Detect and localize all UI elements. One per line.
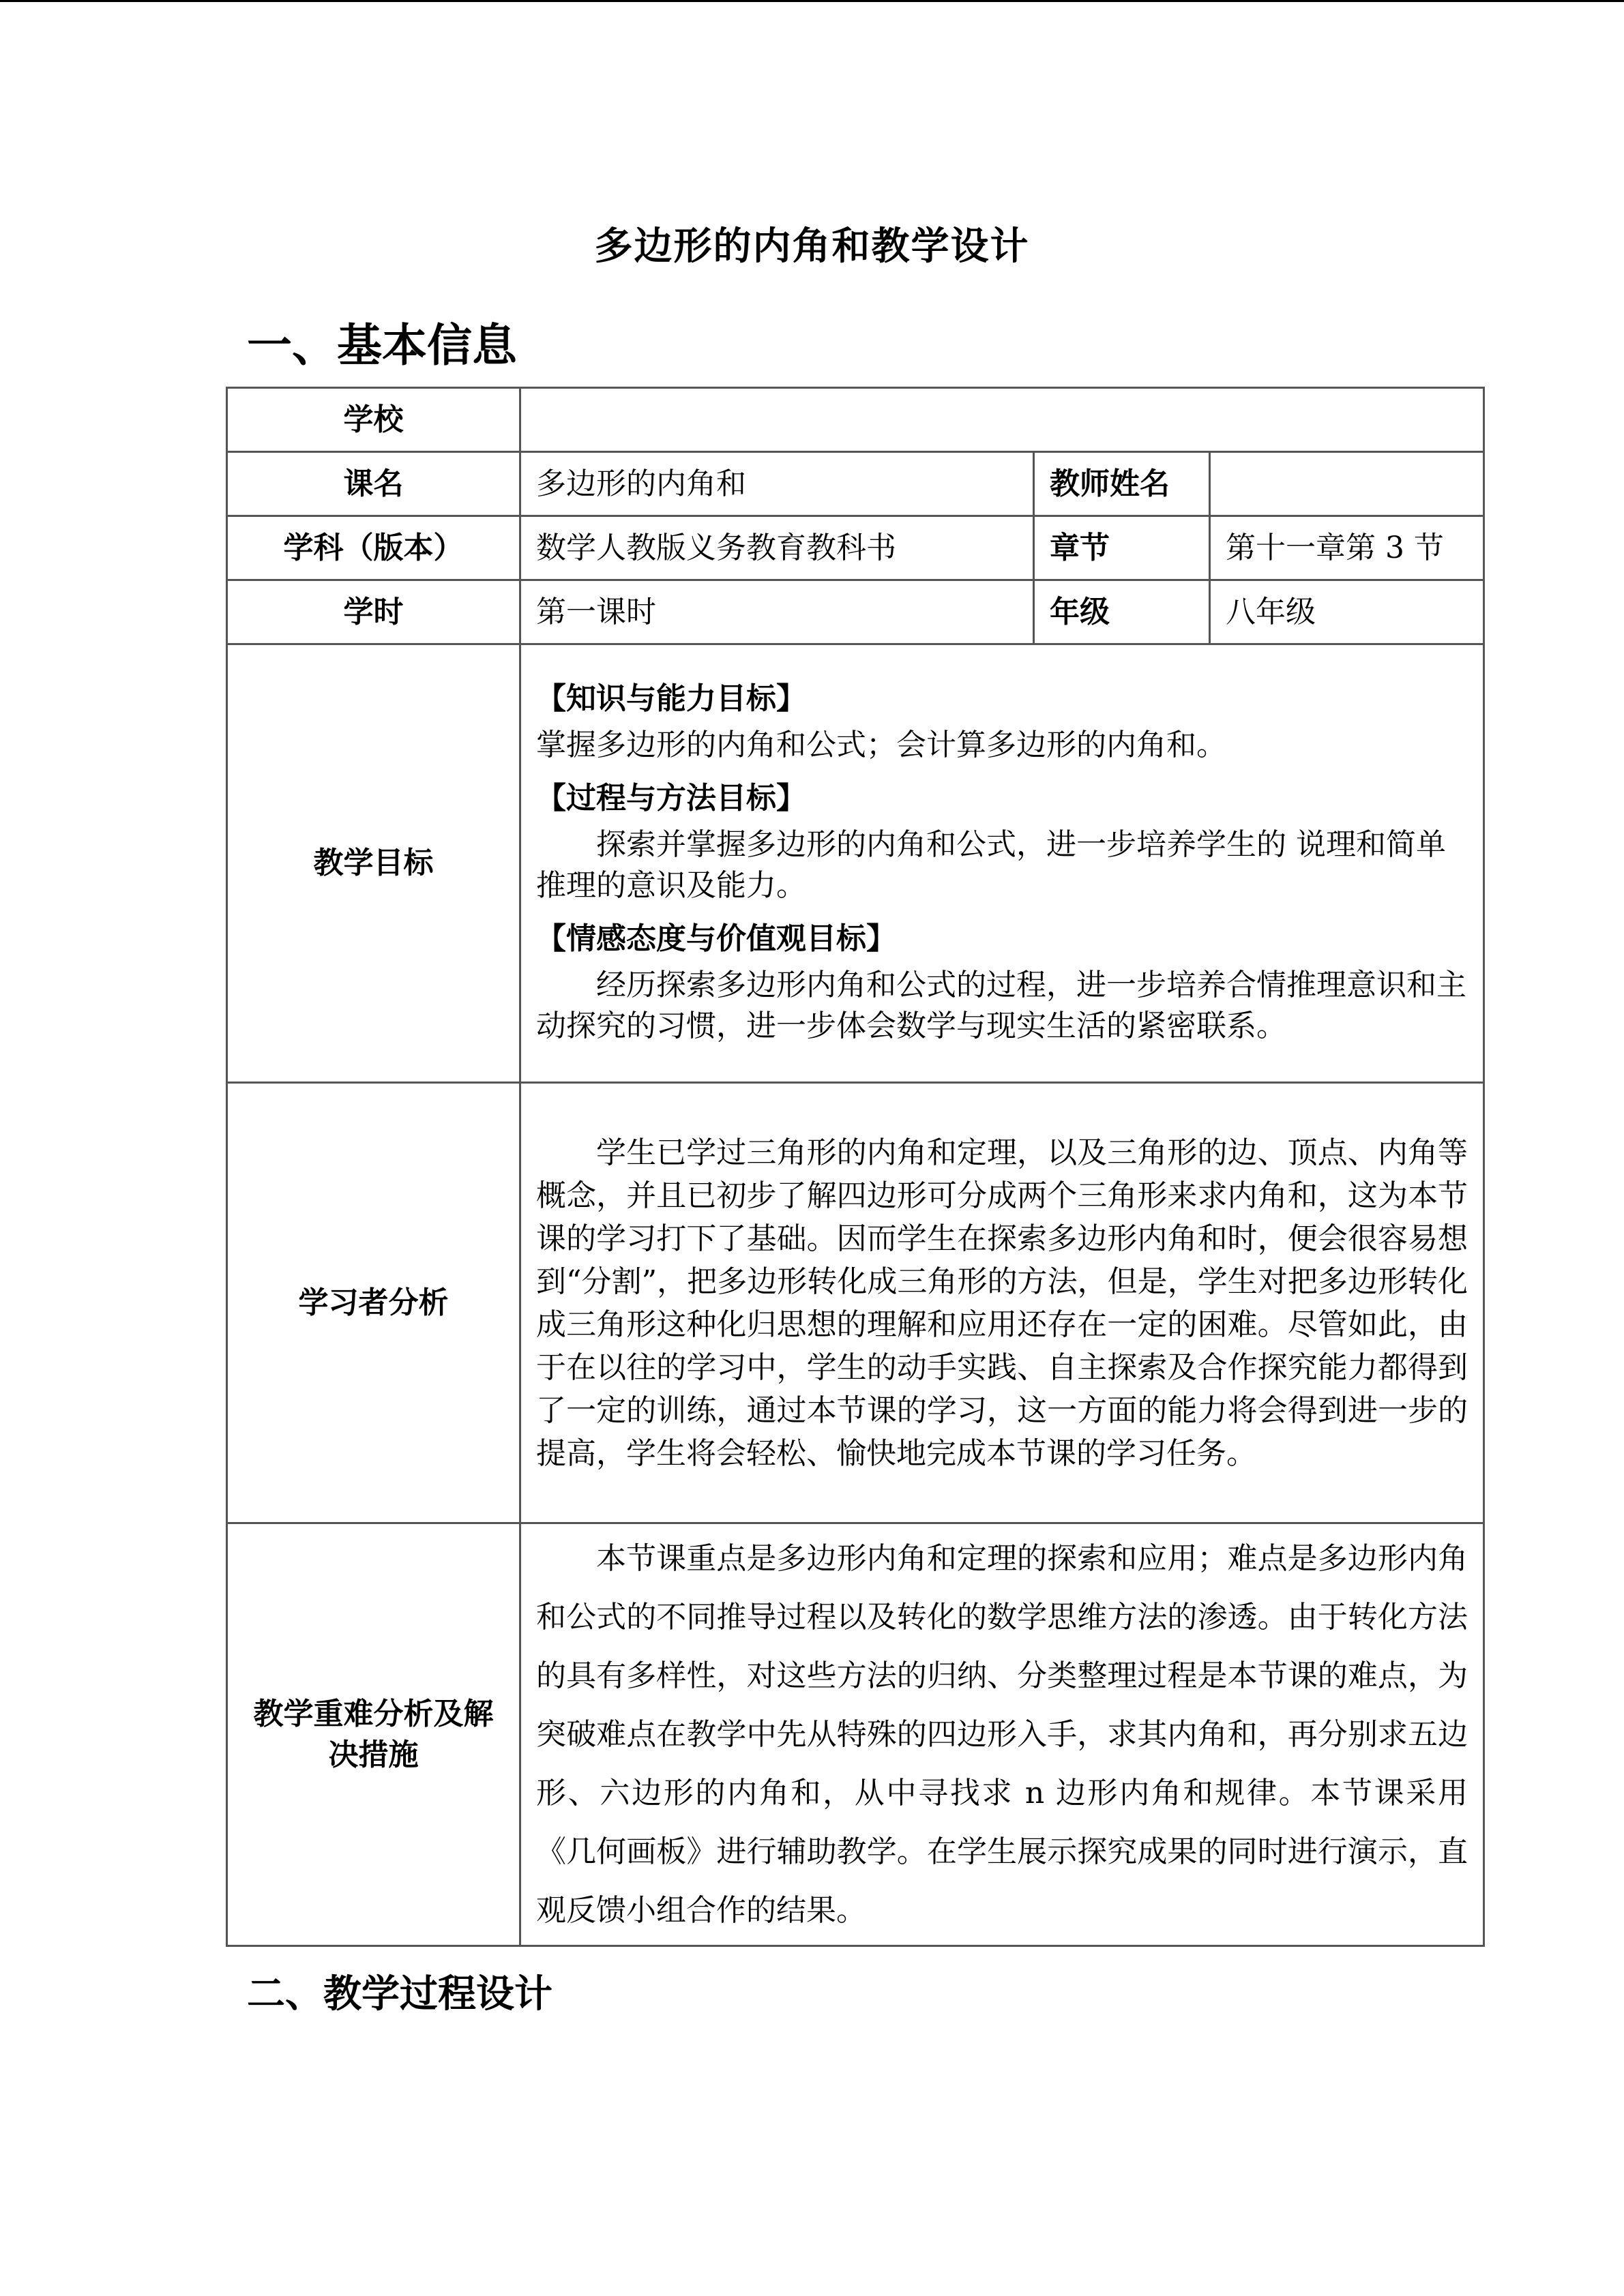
chapter-value: 第十一章第 3 节 (1210, 516, 1484, 580)
table-row-school (227, 388, 1484, 452)
document-title: 多边形的内角和教学设计 (594, 224, 1030, 269)
teacher-value (1210, 452, 1484, 516)
course-value: 多边形的内角和 (520, 452, 1034, 516)
knowledge-goal-heading: 【知识与能力目标】 (536, 681, 806, 716)
course-label: 课名 (227, 452, 520, 516)
table-row-learner-analysis (227, 1083, 1484, 1523)
table-row-key-difficulties (227, 1523, 1484, 1946)
table-row-teaching-goals (227, 644, 1484, 1083)
table-row-subject (227, 516, 1484, 580)
process-goal-heading: 【过程与方法目标】 (536, 781, 806, 816)
page-top-border (0, 0, 1624, 2)
grade-value: 八年级 (1210, 580, 1484, 644)
emotion-goal-text: 经历探索多边形内角和公式的过程，进一步培养合情推理意识和主动探究的习惯，进一步体会数学与现实生活的紧密联系。 (536, 968, 1466, 1043)
process-goal-text: 探索并掌握多边形的内角和公式，进一步培养学生的 说理和简单推理的意识及能力。 (536, 827, 1446, 903)
teaching-goals-content (520, 644, 1484, 1083)
learner-analysis-label: 学习者分析 (227, 1083, 520, 1523)
basic-info-table (226, 387, 1485, 1947)
key-difficulties-text: 本节课重点是多边形内角和定理的探索和应用；难点是多边形内角和公式的不同推导过程以及转化的数学思维方法的渗透。由于转化方法的具有多样性，对这些方法的归纳、分类整理过程是本节课的难点，为突破难点在教学中先从特殊的四边形入手，求其内角和，再分别求五边形、六边形的内角和，从中寻找求 n 边形内角和规律。本节课采用《几何画板》进行辅助教学。在学生展示探究成果的同时进行演示，直观反馈小组合作的结果。 (536, 1540, 1468, 1928)
subject-value: 数学人教版义务教育教科书 (520, 516, 1034, 580)
table-row-period (227, 580, 1484, 644)
teacher-label: 教师姓名 (1034, 452, 1210, 516)
period-label: 学时 (227, 580, 520, 644)
knowledge-goal-text: 掌握多边形的内角和公式；会计算多边形的内角和。 (536, 728, 1226, 762)
emotion-goal-heading: 【情感态度与价值观目标】 (536, 921, 896, 956)
period-value: 第一课时 (520, 580, 1034, 644)
key-difficulties-content (520, 1523, 1484, 1946)
grade-label: 年级 (1034, 580, 1210, 644)
table-row-course (227, 452, 1484, 516)
school-value (520, 388, 1484, 452)
section-heading-basic-info: 一、基本信息 (247, 319, 517, 372)
school-label: 学校 (227, 388, 520, 452)
learner-analysis-text: 学生已学过三角形的内角和定理，以及三角形的边、顶点、内角等概念，并且已初步了解四边形可分成两个三角形来求内角和，这为本节课的学习打下了基础。因而学生在探索多边形内角和时，便会很容易想到“分割”，把多边形转化成三角形的方法，但是，学生对把多边形转化成三角形这种化归思想的理解和应用还存在一定的困难。尽管如此，由于在以往的学习中，学生的动手实践、自主探索及合作探究能力都得到了一定的训练，通过本节课的学习，这一方面的能力将会得到进一步的提高，学生将会轻松、愉快地完成本节课的学习任务。 (536, 1135, 1468, 1471)
chapter-label: 章节 (1034, 516, 1210, 580)
teaching-goals-label: 教学目标 (227, 644, 520, 1083)
key-difficulties-label: 教学重难分析及解决措施 (227, 1523, 520, 1946)
section-heading-teaching-process: 二、教学过程设计 (247, 1972, 552, 2016)
subject-label: 学科（版本） (227, 516, 520, 580)
learner-analysis-content (520, 1083, 1484, 1523)
